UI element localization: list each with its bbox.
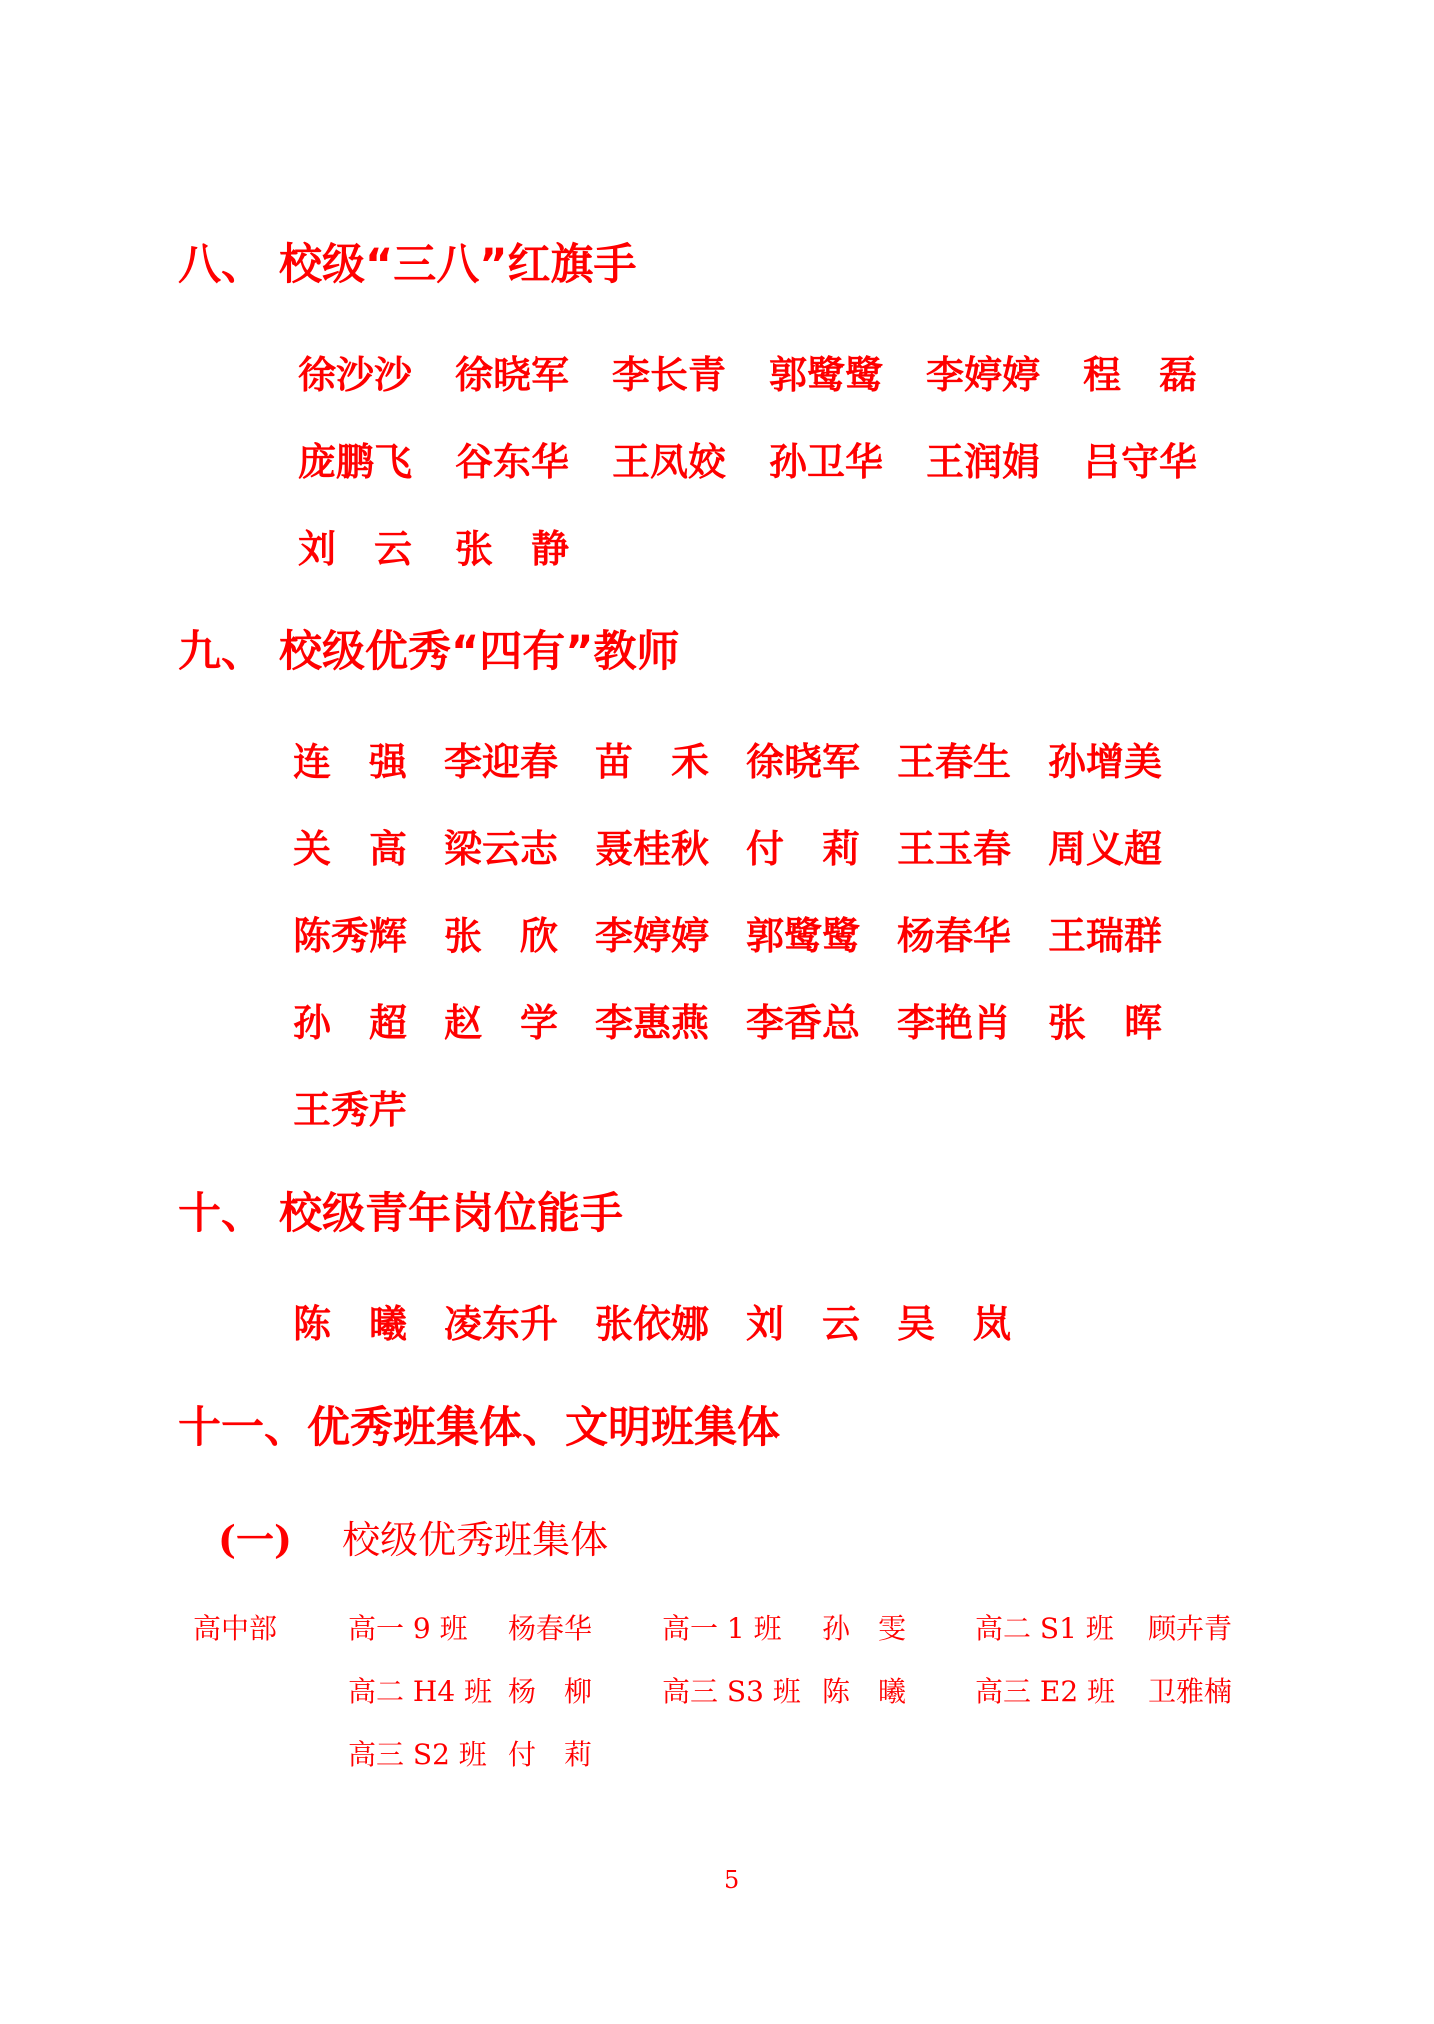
section-10-heading: 十、 校级青年岗位能手 — [178, 1189, 623, 1239]
page-number: 5 — [724, 1866, 740, 1894]
name-item: 刘 云 — [298, 527, 413, 571]
class-teacher: 陈 曦 — [822, 1675, 907, 1708]
section-8-heading: 八、 校级“三八”红旗手 — [178, 240, 637, 290]
department-label: 高中部 — [193, 1612, 278, 1645]
subsection-1-number: (一) — [218, 1517, 292, 1562]
name-item: 吕守华 — [1083, 440, 1198, 484]
name-item: 张依娜 — [595, 1302, 710, 1346]
class-teacher: 顾卉青 — [1148, 1612, 1233, 1645]
name-item: 凌东升 — [444, 1302, 559, 1346]
subsection-1-title: 校级优秀班集体 — [342, 1518, 609, 1562]
class-teacher: 杨春华 — [508, 1612, 593, 1645]
name-item: 徐晓军 — [746, 740, 861, 784]
name-item: 张 静 — [455, 527, 570, 571]
name-item: 陈秀辉 — [293, 914, 408, 958]
class-name: 高三 E2 班 — [975, 1675, 1116, 1708]
name-item: 李惠燕 — [595, 1001, 710, 1045]
name-item: 梁云志 — [444, 827, 559, 871]
name-item: 孙卫华 — [769, 440, 884, 484]
class-teacher: 杨 柳 — [508, 1675, 593, 1708]
name-item: 周义超 — [1048, 827, 1163, 871]
name-item: 王瑞群 — [1048, 914, 1163, 958]
section-11-heading: 十一、优秀班集体、文明班集体 — [178, 1403, 780, 1453]
class-name: 高一 9 班 — [348, 1612, 468, 1645]
name-item: 陈 曦 — [293, 1302, 408, 1346]
name-item: 李婷婷 — [595, 914, 710, 958]
name-item: 王凤姣 — [612, 440, 727, 484]
name-item: 杨春华 — [897, 914, 1012, 958]
class-teacher: 卫雅楠 — [1148, 1675, 1233, 1708]
name-item: 王秀芹 — [293, 1088, 408, 1132]
name-item: 王春生 — [897, 740, 1012, 784]
name-item: 李艳肖 — [897, 1001, 1012, 1045]
class-teacher: 付 莉 — [508, 1738, 593, 1771]
name-item: 王润娟 — [926, 440, 1041, 484]
name-item: 关 高 — [293, 827, 408, 871]
name-item: 吴 岚 — [897, 1302, 1012, 1346]
name-item: 张 欣 — [444, 914, 559, 958]
class-name: 高二 H4 班 — [348, 1675, 493, 1708]
name-item: 赵 学 — [444, 1001, 559, 1045]
name-item: 程 磊 — [1083, 353, 1198, 397]
class-name: 高一 1 班 — [662, 1612, 782, 1645]
section-9-heading: 九、 校级优秀“四有”教师 — [178, 627, 680, 677]
name-item: 徐沙沙 — [298, 353, 413, 397]
name-item: 刘 云 — [746, 1302, 861, 1346]
name-item: 李婷婷 — [926, 353, 1041, 397]
class-teacher: 孙 雯 — [822, 1612, 907, 1645]
class-name: 高三 S3 班 — [662, 1675, 801, 1708]
name-item: 李长青 — [612, 353, 727, 397]
name-item: 孙 超 — [293, 1001, 408, 1045]
name-item: 付 莉 — [746, 827, 861, 871]
name-item: 谷东华 — [455, 440, 570, 484]
name-item: 连 强 — [293, 740, 408, 784]
name-item: 孙增美 — [1048, 740, 1163, 784]
class-name: 高二 S1 班 — [975, 1612, 1114, 1645]
subsection-1-heading — [218, 1517, 608, 1563]
class-name: 高三 S2 班 — [348, 1738, 487, 1771]
name-item: 庞鹏飞 — [298, 440, 413, 484]
name-item: 李香总 — [746, 1001, 861, 1045]
name-item: 郭鹭鹭 — [769, 353, 884, 397]
name-item: 郭鹭鹭 — [746, 914, 861, 958]
name-item: 徐晓军 — [455, 353, 570, 397]
name-item: 王玉春 — [897, 827, 1012, 871]
name-item: 张 晖 — [1048, 1001, 1163, 1045]
name-item: 苗 禾 — [595, 740, 710, 784]
name-item: 聂桂秋 — [595, 827, 710, 871]
name-item: 李迎春 — [444, 740, 559, 784]
